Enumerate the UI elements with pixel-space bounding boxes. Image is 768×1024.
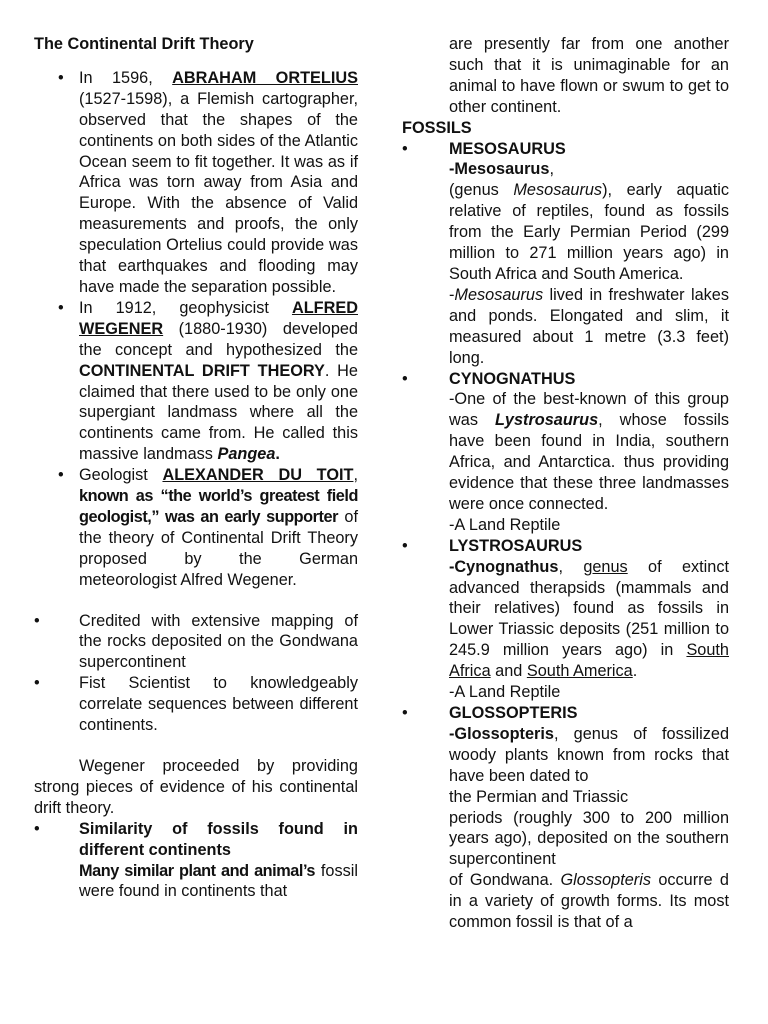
bullet-dot: • — [34, 674, 40, 693]
fossil-heading: CYNOGNATHUS — [449, 369, 576, 388]
bullet-text — [449, 536, 729, 703]
bullet-item-mapping — [34, 611, 358, 674]
spacer — [34, 591, 358, 611]
fossil-description — [449, 285, 729, 369]
text: , — [353, 466, 358, 485]
pangea-term: Pangea — [217, 445, 276, 464]
fossil-heading: LYSTROSAURUS — [449, 536, 583, 555]
text: and — [490, 662, 527, 681]
bold-italic-text: Lystrosaurus — [494, 411, 599, 430]
fossil-heading: MESOSAURUS — [449, 139, 566, 158]
text: (1527-1598), a Flemish cartographer, observed that the shapes of the continents on both sides of the Atlantic Ocean seem to fit together. It was as if Africa was torn away from Asia and Europe. With the absence of Valid measurements and proofs, the only speculation Ortelius could provide was that earthquakes and flooding may have made the separation possible. — [79, 89, 358, 296]
bullet-text — [79, 819, 358, 903]
fossil-description: the Permian and Triassic — [449, 787, 629, 806]
bullet-text — [79, 68, 358, 298]
bullet-item-glossopteris — [402, 703, 729, 933]
bullet-dot: • — [402, 139, 408, 158]
fossil-subheading — [449, 159, 729, 180]
paragraph-evidence: Wegener proceeded by providing strong pieces of evidence of his continental drift theory. — [34, 757, 358, 817]
bullet-dot: • — [58, 68, 64, 87]
text: Geologist — [79, 466, 163, 485]
bullet-item-cynognathus — [402, 369, 729, 536]
text: occurre d in a variety of growth forms. Its most common fossil is that of a — [449, 871, 729, 932]
continued-text: are presently far from one another such that it is unimaginable for an animal to have flown or swum to get to other continent. — [449, 35, 729, 116]
bullet-dot: • — [402, 536, 408, 555]
page-title: The Continental Drift Theory — [34, 35, 254, 53]
text: of Gondwana. — [449, 871, 561, 890]
text: -One of the best-known of this group was — [449, 390, 729, 430]
bullet-item-fossils — [34, 819, 358, 903]
text: In 1912, geophysicist — [79, 298, 292, 317]
known-as-text: known as “the world’s greatest field geologist,” was an early supporter — [79, 487, 358, 526]
bullet-text — [79, 465, 358, 590]
fossil-note: -A Land Reptile — [449, 515, 561, 534]
bullet-dot: • — [58, 298, 64, 317]
subheading: Similarity of fossils found in different continents — [79, 819, 358, 859]
name-du-toit: ALEXANDER DU TOIT — [162, 466, 354, 485]
spacer — [34, 736, 358, 756]
fossil-heading: GLOSSOPTERIS — [449, 704, 578, 722]
text: - — [449, 285, 455, 304]
text: . He claimed that there used to be only one supergiant landmass where all the continents came from. He called this massive landmass — [79, 361, 358, 464]
bullet-text — [79, 298, 358, 465]
bullet-dot: • — [34, 611, 40, 630]
text: (1880-1930) developed the concept and hypothesized the — [79, 319, 358, 359]
bullet-dot: • — [402, 704, 408, 722]
south-america-link[interactable]: South America — [526, 662, 633, 681]
bullet-item-du-toit — [34, 465, 358, 590]
text: , whose fossils have been found in India, southern Africa, and Antarctica. thus providing evidence that these three landmasses were once connected. — [449, 411, 729, 513]
fossil-description — [449, 870, 729, 933]
name-wegener: ALFRED WEGENER — [79, 298, 358, 338]
text: In 1596, — [79, 68, 173, 87]
italic-text: Mesosaurus — [513, 181, 603, 200]
south-africa-link[interactable]: South Africa — [449, 641, 729, 681]
bullet-text: Fist Scientist to knowledgeably correlate sequences between different continents. — [79, 674, 358, 735]
fossil-description — [449, 724, 729, 787]
left-column — [34, 34, 358, 902]
bullet-item-correlate — [34, 673, 358, 736]
fossil-description — [449, 389, 729, 514]
text: lived in freshwater lakes and ponds. Elongated and slim, it measured about 1 metre (3.3 feet) long. — [449, 285, 729, 367]
text: fossil were found in continents that — [79, 861, 358, 901]
bold-text: -Glossopteris — [449, 724, 554, 743]
bullet-item-wegener — [34, 298, 358, 465]
text: , — [558, 557, 584, 576]
bullet-text: Credited with extensive mapping of the rocks deposited on the Gondwana supercontinent — [79, 611, 358, 672]
text: . — [275, 445, 280, 464]
fossil-description: periods (roughly 300 to 200 million years ago), deposited on the southern supercontinent — [449, 808, 729, 869]
genus-link[interactable]: genus — [583, 557, 628, 576]
text: of the theory of Continental Drift Theory proposed by the German meteorologist Alfred Wegener. — [79, 507, 358, 589]
text: , genus of fossilized woody plants known from rocks that have been dated to — [449, 724, 729, 785]
bullet-text — [449, 703, 729, 933]
fossil-note: -A Land Reptile — [449, 683, 561, 702]
italic-text: Mesosaurus — [454, 285, 544, 304]
bullet-item-mesosaurus — [402, 139, 729, 369]
text: . — [632, 662, 638, 681]
bullet-dot: • — [58, 466, 64, 485]
bold-text: -Mesosaurus — [449, 160, 550, 179]
text: , — [549, 160, 554, 179]
italic-text: Glossopteris — [560, 871, 651, 890]
bullet-dot: • — [402, 369, 408, 388]
bullet-text — [449, 369, 729, 536]
name-ortelius: ABRAHAM ORTELIUS — [172, 68, 358, 87]
theory-name: CONTINENTAL DRIFT THEORY — [79, 361, 325, 380]
bullet-text — [449, 139, 729, 369]
bold-text: -Cynognathus — [449, 557, 559, 576]
right-column — [402, 34, 729, 933]
bullet-dot: • — [34, 819, 40, 838]
fossil-description — [449, 557, 729, 682]
bullet-item-ortelius — [34, 68, 358, 298]
fossil-description — [449, 180, 729, 285]
fossils-heading: FOSSILS — [402, 118, 472, 137]
text: ), early aquatic relative of reptiles, found as fossils from the Early Permian Period (299 million to 271 million years ago) in South Africa and South America. — [449, 181, 729, 283]
bullet-item-lystrosaurus — [402, 536, 729, 703]
text: of extinct advanced therapsids (mammals and their relatives) found as fossils in Lower Triassic deposits (251 million to 245.9 million years ago) in — [449, 557, 729, 660]
bold-text: Many similar plant and animal’s — [79, 861, 316, 880]
text: (genus — [449, 181, 514, 200]
